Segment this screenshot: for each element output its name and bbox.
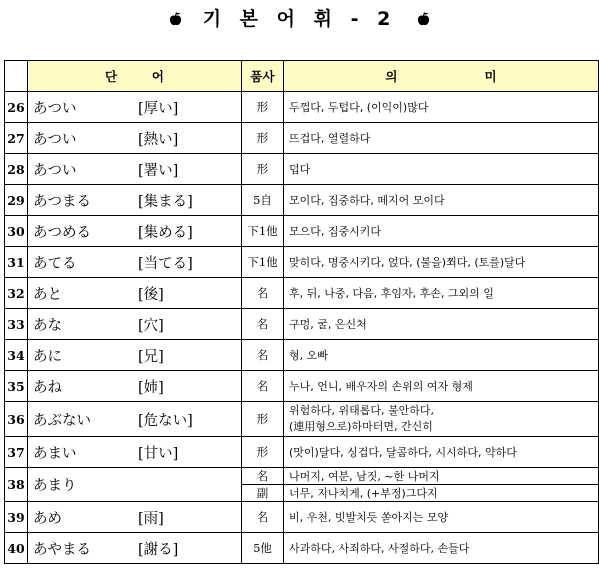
meaning: 구멍, 굴, 은신처 (284, 309, 599, 340)
table-row (5, 123, 599, 154)
part-of-speech: 名 (242, 340, 284, 371)
header-blank (5, 61, 28, 92)
table-row (5, 371, 599, 402)
kanji-form: [後] (138, 286, 164, 303)
row-number: 34 (5, 340, 28, 371)
word-cell (28, 123, 242, 154)
kanji-form: [姉] (138, 379, 164, 396)
row-number: 32 (5, 278, 28, 309)
table-row (5, 154, 599, 185)
title-text: 기 본 어 휘 - 2 (202, 8, 397, 30)
word-cell (28, 247, 242, 278)
word-cell (28, 502, 242, 533)
meaning (284, 402, 599, 437)
table-row (5, 437, 599, 468)
kana-reading: あつい (33, 162, 77, 179)
meaning-line: 위험하다, 위태롭다, 불안하다, (289, 404, 434, 417)
kana-reading: あめ (33, 510, 62, 527)
part-of-speech: 下1他 (242, 216, 284, 247)
table-row (5, 309, 599, 340)
kanji-form: [当てる] (138, 255, 193, 272)
kana-reading: あつい (33, 100, 77, 117)
word-cell (28, 402, 242, 437)
kanji-form: [厚い] (138, 100, 179, 117)
table-row (5, 402, 599, 437)
kana-reading: あな (33, 317, 62, 334)
table-row (5, 533, 599, 564)
header-word: 단 어 (28, 61, 242, 92)
meaning: 뜨겁다, 열렬하다 (284, 123, 599, 154)
part-of-speech: 名 (242, 371, 284, 402)
part-of-speech: 形 (242, 123, 284, 154)
apple-icon (169, 12, 182, 26)
meaning: 후, 뒤, 나중, 다음, 후임자, 후손, 그외의 일 (284, 278, 599, 309)
kana-reading: あに (33, 348, 62, 365)
row-number: 37 (5, 437, 28, 468)
row-number: 30 (5, 216, 28, 247)
row-number: 29 (5, 185, 28, 216)
part-of-speech: 名 (242, 278, 284, 309)
kana-reading: あやまる (33, 541, 91, 558)
kanji-form: [甘い] (138, 445, 179, 462)
row-number: 28 (5, 154, 28, 185)
table-row (5, 185, 599, 216)
meaning: 모으다, 집중시키다 (284, 216, 599, 247)
kanji-form: [集まる] (138, 193, 193, 210)
meaning: (맛이)달다, 싱겁다, 달콤하다, 시시하다, 약하다 (284, 437, 599, 468)
row-number: 27 (5, 123, 28, 154)
table-row (5, 468, 599, 485)
part-of-speech: 形 (242, 437, 284, 468)
part-of-speech: 名 (242, 309, 284, 340)
meaning: 맞히다, 명중시키다, 얹다, (불을)쬐다, (토를)달다 (284, 247, 599, 278)
word-cell (28, 468, 242, 502)
table-row (5, 278, 599, 309)
meaning: 사과하다, 사죄하다, 사절하다, 손들다 (284, 533, 599, 564)
part-of-speech: 名 (242, 502, 284, 533)
kana-reading: あまり (33, 478, 77, 494)
word-cell (28, 437, 242, 468)
table-row (5, 502, 599, 533)
kana-reading: あつめる (33, 224, 91, 241)
word-cell (28, 185, 242, 216)
row-number: 26 (5, 92, 28, 123)
kanji-form: [署い] (138, 162, 179, 179)
page-title (0, 4, 599, 31)
kanji-form: [兄] (138, 348, 164, 365)
part-of-speech: 下1他 (242, 247, 284, 278)
word-cell (28, 309, 242, 340)
meaning: 형, 오빠 (284, 340, 599, 371)
word-cell (28, 154, 242, 185)
row-number: 40 (5, 533, 28, 564)
row-number: 38 (5, 468, 28, 502)
kana-reading: あつい (33, 131, 77, 148)
row-number: 36 (5, 402, 28, 437)
meaning: 너무, 지나치게, (+부정)그다지 (284, 485, 599, 502)
part-of-speech: 5自 (242, 185, 284, 216)
header-pos: 품사 (242, 61, 284, 92)
word-cell (28, 533, 242, 564)
word-cell (28, 278, 242, 309)
table-row (5, 247, 599, 278)
kana-reading: あぶない (33, 412, 91, 429)
apple-icon (417, 12, 430, 26)
part-of-speech: 5他 (242, 533, 284, 564)
kanji-form: [謝る] (138, 541, 179, 558)
header-meaning: 의 미 (284, 61, 599, 92)
kanji-form: [危ない] (138, 412, 193, 429)
meaning-line: (連用형으로)하마터면, 간신히 (289, 420, 433, 433)
part-of-speech: 形 (242, 402, 284, 437)
kanji-form: [雨] (138, 510, 164, 527)
part-of-speech: 形 (242, 92, 284, 123)
kana-reading: あね (33, 379, 62, 396)
kana-reading: あつまる (33, 193, 91, 210)
kanji-form: [熱い] (138, 131, 179, 148)
vocabulary-table (4, 60, 599, 564)
word-cell (28, 92, 242, 123)
table-row (5, 216, 599, 247)
word-cell (28, 216, 242, 247)
kana-reading: あと (33, 286, 62, 303)
meaning: 나머지, 여분, 남짓, ~한 나머지 (284, 468, 599, 485)
word-cell (28, 340, 242, 371)
kanji-form: [集める] (138, 224, 193, 241)
meaning: 모이다, 집중하다, 떼지어 모이다 (284, 185, 599, 216)
row-number: 39 (5, 502, 28, 533)
kana-reading: あてる (33, 255, 77, 272)
row-number: 31 (5, 247, 28, 278)
table-row (5, 92, 599, 123)
part-of-speech: 名 (242, 468, 284, 485)
row-number: 35 (5, 371, 28, 402)
part-of-speech: 形 (242, 154, 284, 185)
kanji-form: [穴] (138, 317, 164, 334)
table-header-row (5, 61, 599, 92)
word-cell (28, 371, 242, 402)
row-number: 33 (5, 309, 28, 340)
part-of-speech: 副 (242, 485, 284, 502)
table-row (5, 340, 599, 371)
meaning: 두껍다, 두텁다, (이익이)많다 (284, 92, 599, 123)
meaning: 덥다 (284, 154, 599, 185)
meaning: 누나, 언니, 배우자의 손위의 여자 형제 (284, 371, 599, 402)
kana-reading: あまい (33, 445, 77, 462)
meaning: 비, 우천, 빗발치듯 쏟아지는 모양 (284, 502, 599, 533)
